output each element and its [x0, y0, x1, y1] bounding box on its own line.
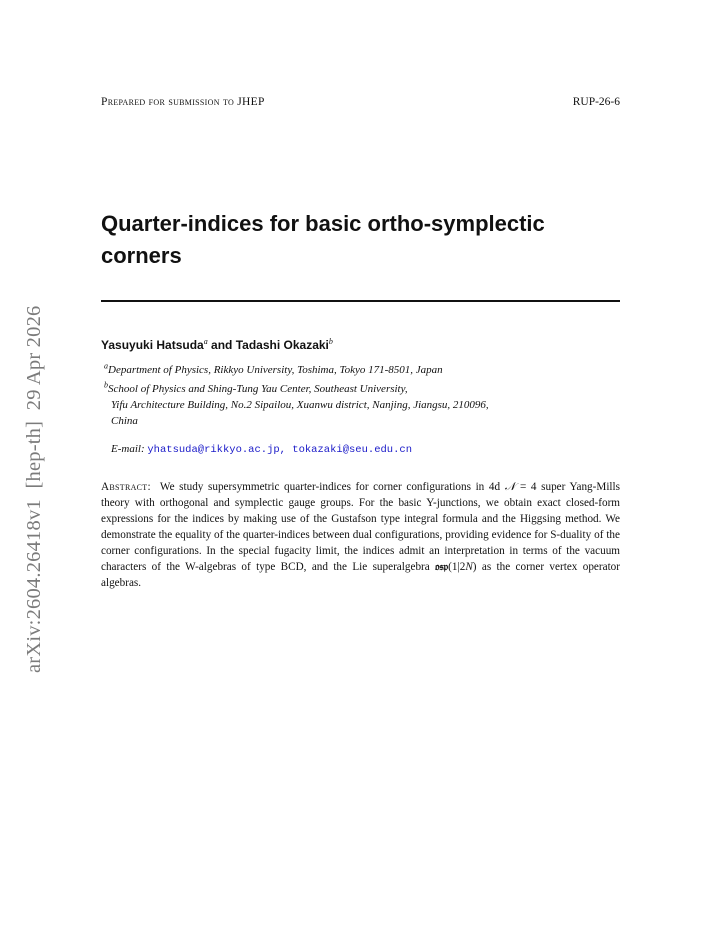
- math-symbol: 𝒩: [504, 481, 516, 493]
- author-name: Yasuyuki Hatsuda: [101, 338, 204, 352]
- paper-title: Quarter-indices for basic ortho-symplectic corners: [101, 211, 545, 268]
- arxiv-stamp: arXiv:2604.26418v1 [hep-th] 29 Apr 2026: [23, 305, 45, 673]
- email-label: E-mail:: [111, 443, 145, 455]
- affiliation-mark: b: [104, 380, 108, 390]
- affiliation-text: Department of Physics, Rikkyo University, Toshima, Tokyo 171-8501, Japan: [108, 364, 443, 376]
- email-addresses[interactable]: yhatsuda@rikkyo.ac.jp, tokazaki@seu.edu.cn: [147, 444, 413, 456]
- affiliation: [104, 362, 620, 378]
- abstract: [101, 479, 620, 591]
- header-left: Prepared for submission to JHEP: [101, 96, 265, 108]
- math-text: ): [472, 561, 477, 573]
- email-line: [111, 443, 412, 456]
- affiliation-mark: b: [328, 337, 333, 346]
- affiliation: [104, 381, 620, 429]
- affiliation-mark: a: [104, 361, 108, 371]
- affiliation-mark: a: [203, 337, 208, 346]
- abstract-text: as the corner vertex operator algebras.: [101, 561, 621, 589]
- math-symbol: 𝔬𝔰𝔭: [435, 561, 449, 573]
- affiliation-text: Yifu Architecture Building, No.2 Sipailou, Xuanwu district, Nanjing, Jiangsu, 210096,: [111, 399, 489, 411]
- title-rule: [101, 300, 620, 302]
- author-list: [101, 338, 333, 352]
- abstract-text: = 4 super Yang-Mills theory with orthogonal and symplectic gauge groups. For the basic Y-junctions, we obtain exact closed-form expressions for the indices by making use of the Gustafson type integral formula and the Higgsing method. We demonstrate the equality of the quarter-indices between dual configurations, providing evidence for S-duality of the corner configurations. In the special fugacity limit, the indices admit an interpretation in terms of the vacuum characters of the W-algebras of type BCD, and the Lie superalgebra: [101, 481, 621, 573]
- abstract-heading: Abstract:: [101, 481, 151, 493]
- math-text: (1|2: [448, 561, 466, 573]
- author-connector: and: [207, 338, 236, 352]
- affiliation-text: School of Physics and Shing-Tung Yau Center, Southeast University,: [108, 383, 408, 395]
- abstract-text: We study supersymmetric quarter-indices for corner configurations in 4d: [159, 481, 505, 493]
- math-symbol: N: [465, 561, 473, 573]
- report-number: RUP-26-6: [572, 96, 620, 108]
- author-name: Tadashi Okazaki: [235, 338, 329, 352]
- affiliation-text: China: [111, 415, 138, 427]
